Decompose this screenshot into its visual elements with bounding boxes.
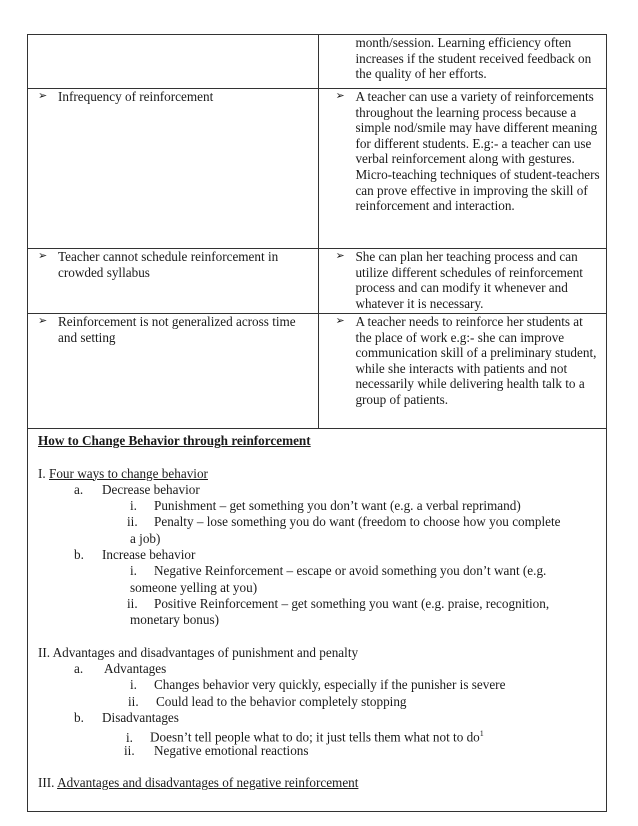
- list-item-continuation: monetary bonus): [130, 612, 219, 628]
- table-row: [28, 249, 607, 314]
- arrow-bullet-icon: ➢: [38, 90, 48, 102]
- list-item: a. Advantages: [74, 661, 167, 677]
- section-number: I.: [38, 465, 46, 481]
- section-1-title: [38, 466, 603, 482]
- list-item: i. Changes behavior very quickly, especially if the punisher is severe: [130, 677, 506, 693]
- table-cell-left: [28, 314, 319, 429]
- arrow-bullet-icon: ➢: [38, 315, 48, 327]
- list-item: ii. Negative emotional reactions: [124, 742, 309, 758]
- cell-text: She can plan her teaching process and can utilize different schedules of reinforcement process and can modify it whenever and whatever it is necessary.: [355, 249, 583, 311]
- reinforcement-table: [27, 34, 607, 429]
- table-cell-left: [28, 249, 319, 314]
- list-item-continuation: someone yelling at you): [130, 579, 258, 595]
- list-item: ii. Positive Reinforcement – get something you want (e.g. praise, recognition,: [127, 595, 550, 611]
- section-3-title: [38, 775, 603, 791]
- list-item: b. Increase behavior: [74, 547, 196, 563]
- arrow-bullet-icon: ➢: [335, 315, 345, 327]
- table-row: [28, 314, 607, 429]
- list-item: i. Negative Reinforcement – escape or avoid something you don’t want (e.g.: [130, 563, 547, 579]
- cell-text: Reinforcement is not generalized across time and setting: [58, 314, 296, 345]
- list-item: ii. Penalty – lose something you do want (freedom to choose how you complete: [127, 514, 561, 530]
- table-cell-right: [319, 35, 607, 89]
- section-number: III.: [38, 775, 55, 791]
- cell-text: A teacher needs to reinforce her students at the place of work e.g:- she can improve communication skill of a preliminary student, while she interacts with patients and not necessarily while delivering health talk to a group of patients.: [355, 314, 597, 407]
- cell-text: month/session. Learning efficiency often increases if the student received feedback on the quality of her efforts.: [355, 35, 592, 82]
- cell-text: A teacher can use a variety of reinforcements throughout the learning process because a simple nod/smile may have different meaning for different students. E.g:- a teacher can use verbal reinforcement along with gestures. Micro-teaching techniques of student-teachers can prove effective in improving the skill of reinforcement and interaction.: [355, 89, 600, 214]
- section-title: Four ways to change behavior: [49, 465, 208, 481]
- arrow-bullet-icon: ➢: [335, 250, 345, 262]
- table-cell-right: [319, 89, 607, 249]
- table-cell-right: [319, 249, 607, 314]
- section-title: Advantages and disadvantages of negative reinforcement: [57, 775, 359, 791]
- list-item: b. Disadvantages: [74, 710, 179, 726]
- table-cell-left: [28, 35, 319, 89]
- list-item: a. Decrease behavior: [74, 481, 200, 497]
- list-item: ii. Could lead to the behavior completely stopping: [128, 693, 407, 709]
- list-item-continuation: a job): [130, 530, 161, 546]
- table-cell-left: [28, 89, 319, 249]
- arrow-bullet-icon: ➢: [38, 250, 48, 262]
- section-2-title: II. Advantages and disadvantages of punishment and penalty: [38, 644, 359, 660]
- arrow-bullet-icon: ➢: [335, 90, 345, 102]
- list-item: i. Doesn’t tell people what to do; it just tells them what not to $do^1$: [126, 729, 484, 745]
- table-row: [28, 89, 607, 249]
- cell-text: Teacher cannot schedule reinforcement in crowded syllabus: [58, 249, 279, 280]
- cell-text: Infrequency of reinforcement: [58, 89, 214, 104]
- footnote-mark: 1: [479, 729, 484, 739]
- body-content: [38, 433, 603, 792]
- table-cell-right: [319, 314, 607, 429]
- section-heading: How to Change Behavior through reinforcement: [38, 433, 311, 448]
- list-item: i. Punishment – get something you don’t want (e.g. a verbal reprimand): [130, 498, 521, 514]
- table-row: [28, 35, 607, 89]
